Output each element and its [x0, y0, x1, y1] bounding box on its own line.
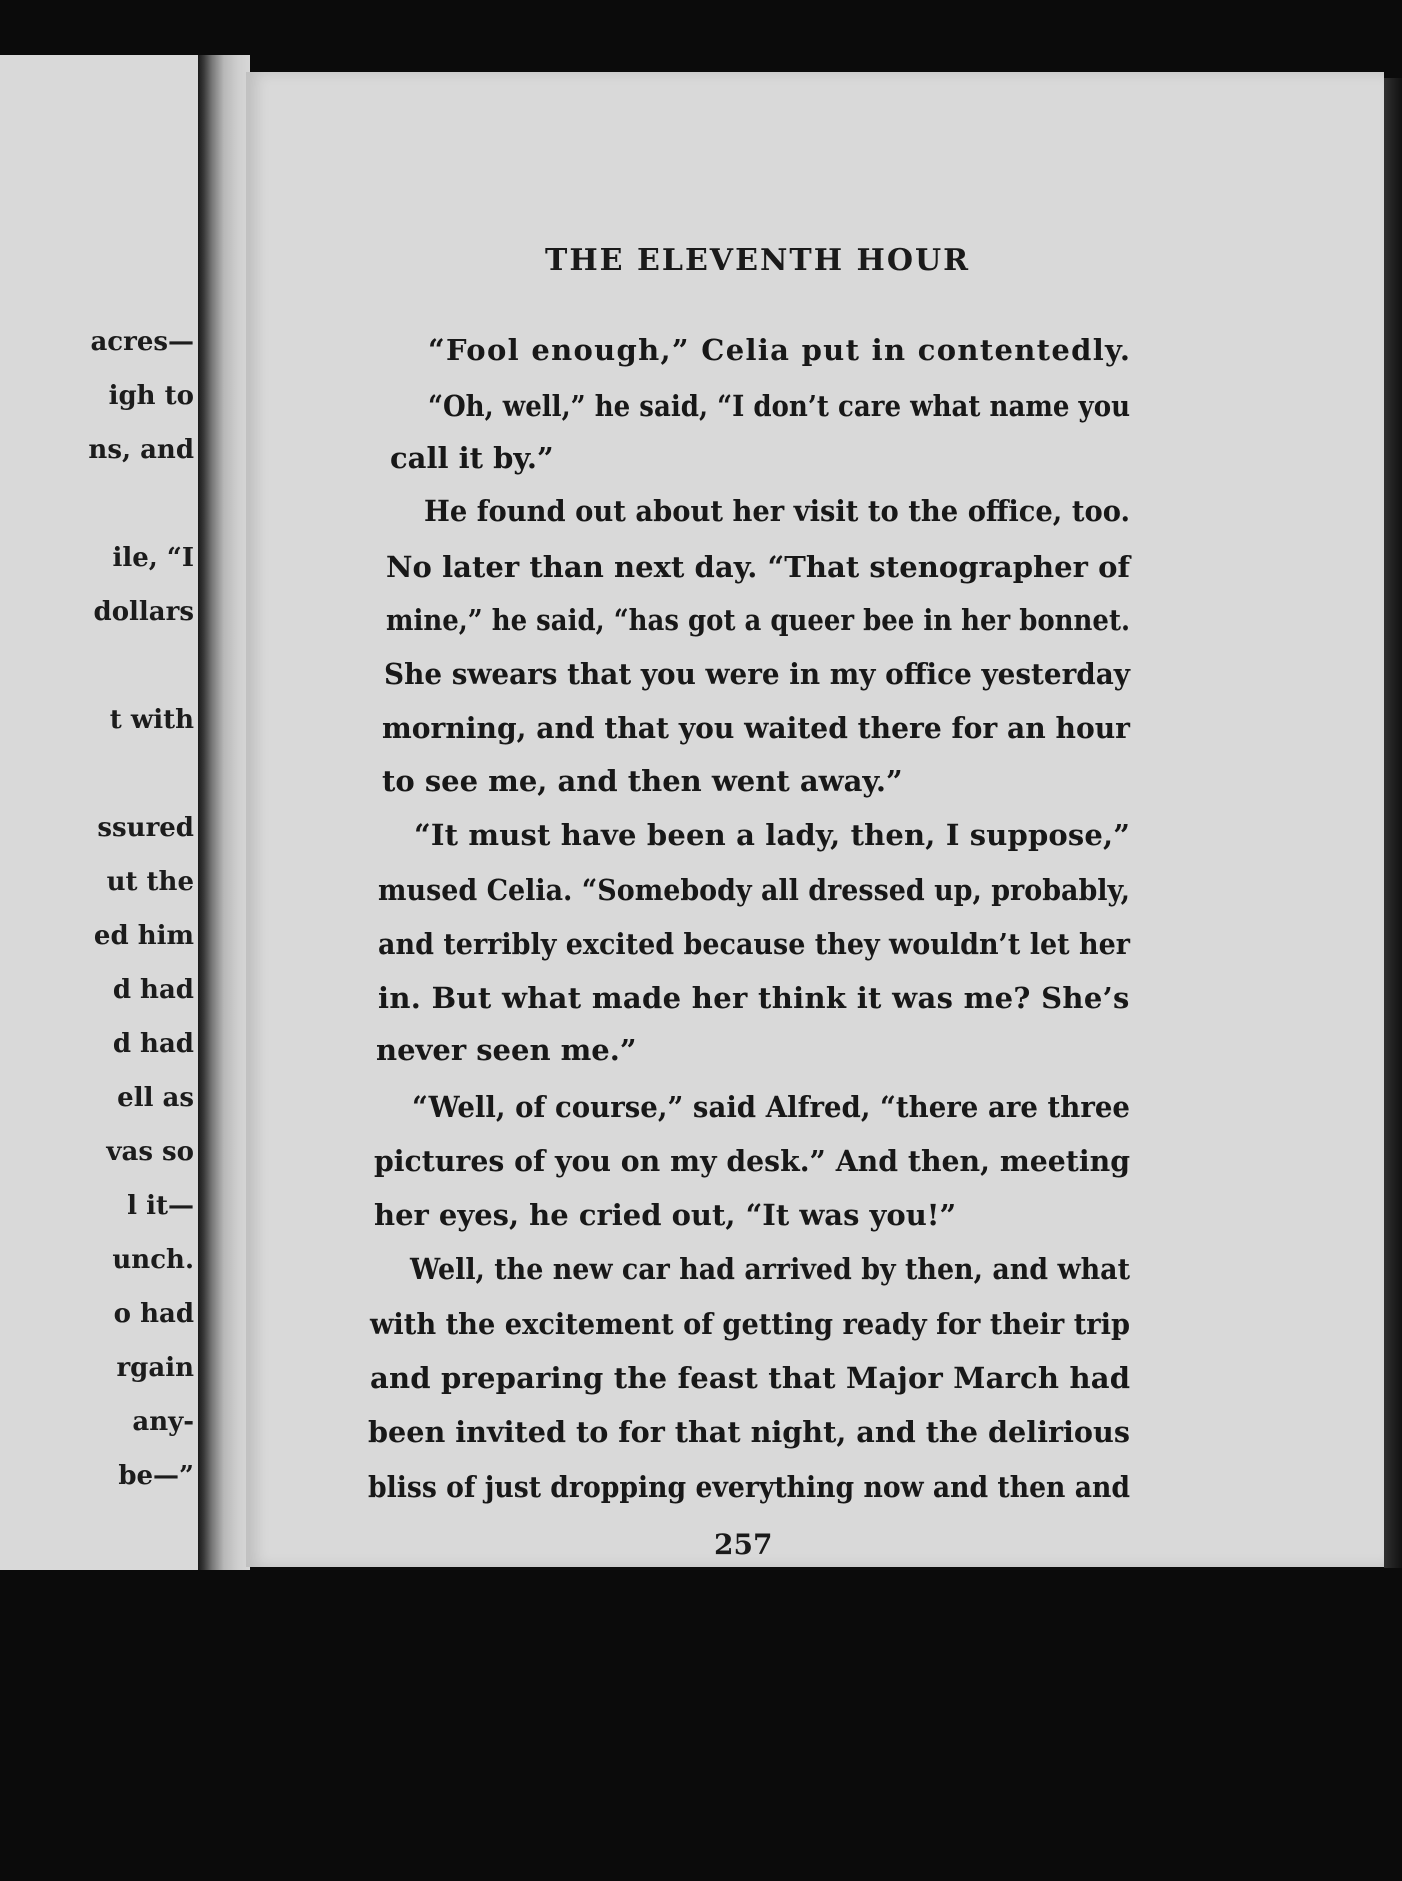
- left-page-line: ed him: [93, 921, 194, 951]
- text-line: been invited to for that night, and the delirious: [368, 1415, 1130, 1449]
- text-line: morning, and that you waited there for an hour: [382, 711, 1131, 745]
- text-line: mused Celia. “Somebody all dressed up, probably,: [378, 873, 1130, 907]
- left-page-line: ell as: [117, 1083, 194, 1113]
- left-page-line: rgain: [116, 1353, 194, 1383]
- text-line: He found out about her visit to the office, too.: [424, 494, 1130, 528]
- text-line: and terribly excited because they wouldn’t let her: [378, 927, 1130, 961]
- text-line: never seen me.”: [376, 1033, 637, 1067]
- text-line: mine,” he said, “has got a queer bee in her bonnet.: [386, 603, 1130, 637]
- text-line: She swears that you were in my office yesterday: [384, 657, 1130, 691]
- text-line: to see me, and then went away.”: [382, 764, 903, 798]
- text-line: “Fool enough,” Celia put in contentedly.: [428, 333, 1132, 367]
- left-page-line: acres—: [90, 327, 194, 357]
- left-page-line: l it—: [127, 1191, 194, 1221]
- left-page-line: vas so: [106, 1137, 194, 1167]
- text-line: bliss of just dropping everything now and then and: [368, 1470, 1130, 1504]
- left-page-line: ut the: [106, 867, 194, 897]
- left-page-line: igh to: [108, 381, 194, 411]
- text-line: call it by.”: [390, 441, 554, 475]
- left-page-line: ssured: [97, 813, 194, 843]
- page-number: 257: [714, 1528, 773, 1561]
- text-line: “Well, of course,” said Alfred, “there are three: [412, 1090, 1130, 1124]
- left-page-line: d had: [112, 975, 194, 1005]
- left-page-line: any-: [132, 1407, 194, 1437]
- text-line: pictures of you on my desk.” And then, meeting: [374, 1144, 1130, 1178]
- left-page-line: unch.: [112, 1245, 194, 1275]
- text-line: No later than next day. “That stenographer of: [386, 550, 1130, 584]
- running-head: THE ELEVENTH HOUR: [545, 243, 971, 278]
- left-page-line: be—”: [118, 1461, 194, 1491]
- left-page: [0, 55, 200, 1570]
- left-page-line: ns, and: [88, 435, 194, 465]
- left-page-line: t with: [109, 705, 194, 735]
- left-page-line: dollars: [93, 597, 194, 627]
- text-line: in. But what made her think it was me? She’s: [378, 981, 1130, 1015]
- text-line: with the excitement of getting ready for their trip: [370, 1307, 1130, 1341]
- text-line: “Oh, well,” he said, “I don’t care what name you: [428, 389, 1131, 423]
- page-edge: [1384, 78, 1402, 1568]
- left-page-line: d had: [112, 1029, 194, 1059]
- text-line: and preparing the feast that Major March had: [370, 1361, 1131, 1395]
- left-page-line: o had: [113, 1299, 194, 1329]
- text-line: “It must have been a lady, then, I suppose,”: [414, 818, 1131, 852]
- book-gutter: [198, 55, 250, 1570]
- text-line: Well, the new car had arrived by then, and what: [410, 1252, 1130, 1286]
- left-page-line: ile, “I: [112, 543, 194, 573]
- text-line: her eyes, he cried out, “It was you!”: [374, 1198, 957, 1232]
